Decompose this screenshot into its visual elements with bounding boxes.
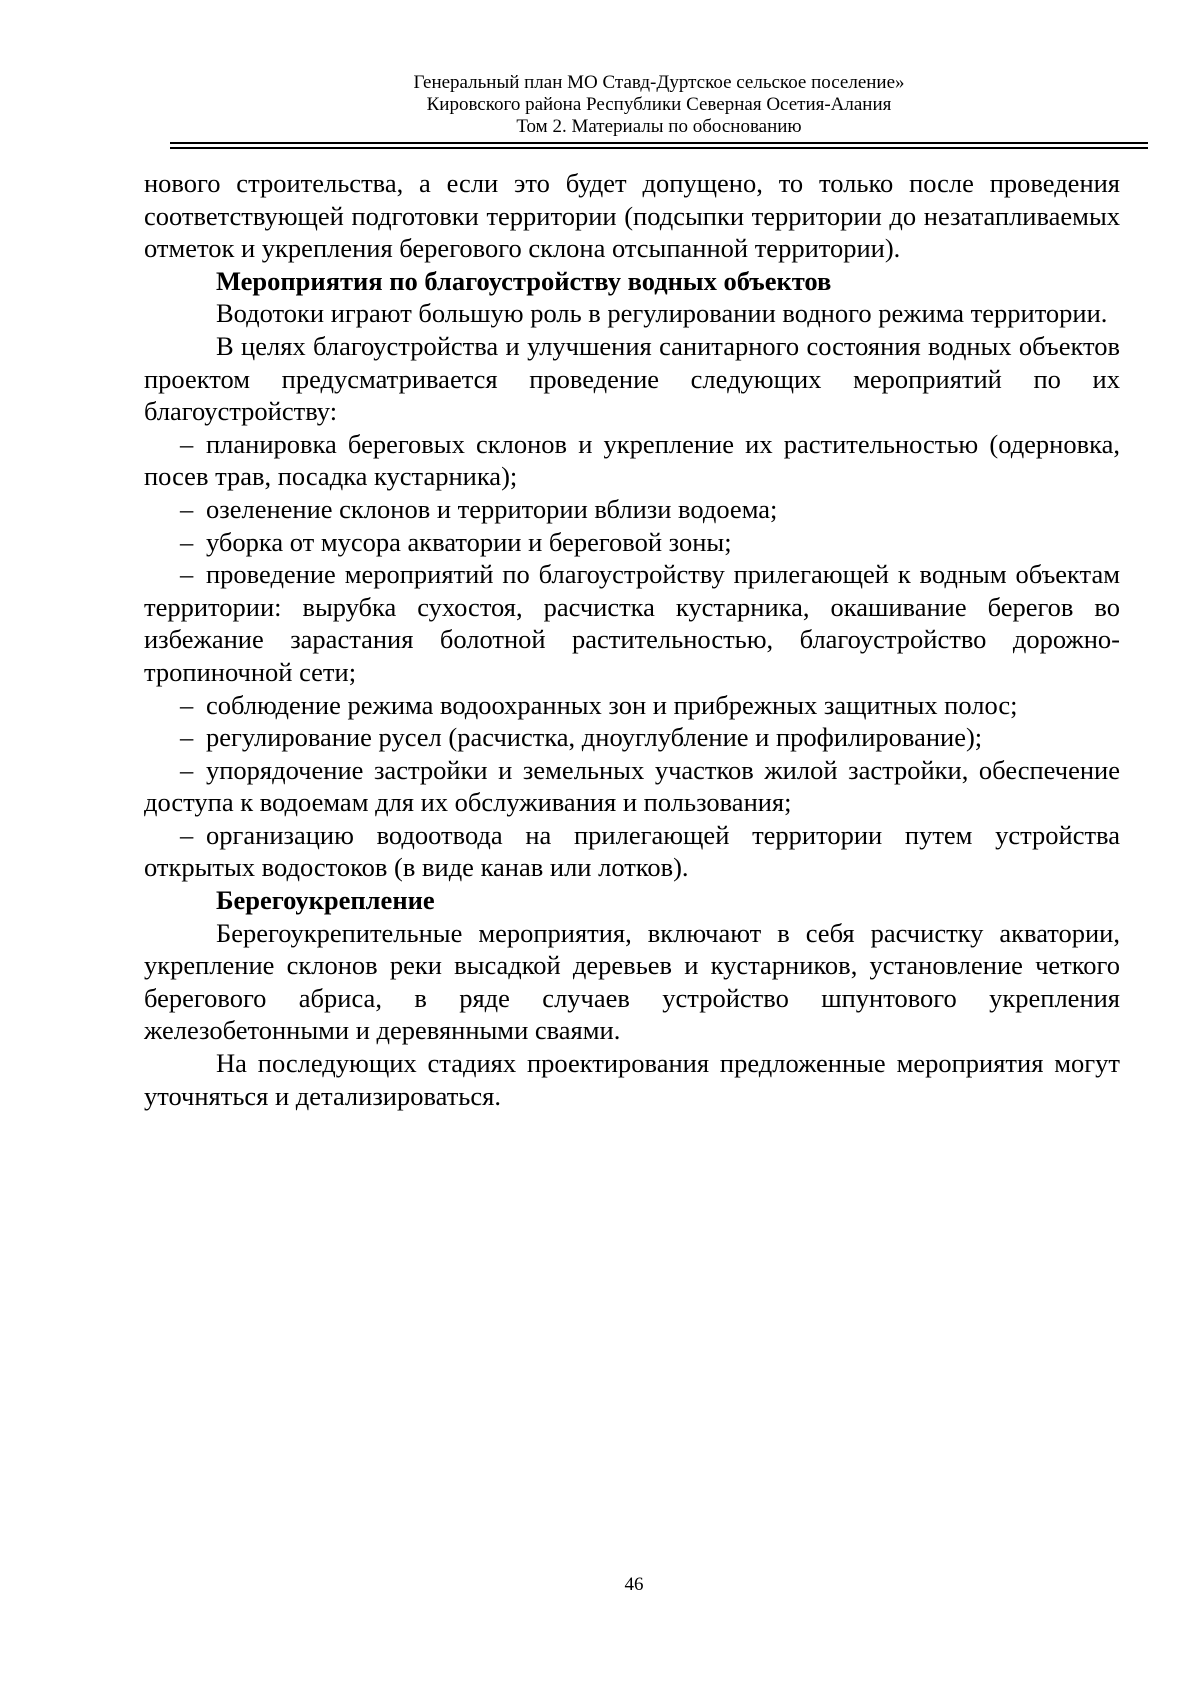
list-item [144, 428, 1120, 493]
running-header [170, 72, 1148, 138]
paragraph: Берегоукрепительные мероприятия, включают в себя расчистку акватории, укрепление склонов реки высадкой деревьев и кустарников, установление четкого берегового абриса, в ряде случаев устройство шпунтового укрепления железобетонными и деревянными сваями. [144, 917, 1120, 1046]
list-item [144, 819, 1120, 884]
list-dash: – [180, 526, 194, 557]
section-heading-bank-protection: Берегоукрепление [216, 885, 435, 916]
header-volume-line: Том 2. Материалы по обоснованию [516, 116, 802, 137]
paragraph: В целях благоустройства и улучшения санитарного состояния водных объектов проектом предусматривается проведение следующих мероприятий по их благоустройству: [144, 330, 1120, 427]
list-item-text: организацию водоотвода на прилегающей территории путем устройства открытых водостоков (в виде канав или лотков). [144, 819, 1120, 883]
header-region-line: Кировского района Республики Северная Осетия-Алания [426, 94, 892, 115]
list-dash: – [180, 493, 194, 524]
list-item [144, 689, 1120, 722]
list-dash: – [180, 819, 194, 850]
continuation-paragraph: нового строительства, а если это будет допущено, то только после проведения соответствующей подготовки территории (подсыпки территории до незатапливаемых отметок и укрепления берегового склона отсыпанной территории). [144, 168, 1120, 264]
header-title-line: Генеральный план МО Ставд-Дуртское сельское поселение» [413, 72, 905, 93]
page-number: 46 [624, 1574, 644, 1595]
list-item [144, 754, 1120, 819]
list-item [144, 493, 1120, 526]
paragraph: На последующих стадиях проектирования предложенные мероприятия могут уточняться и детализироваться. [144, 1048, 1120, 1111]
list-dash: – [180, 428, 194, 459]
list-item-text: соблюдение режима водоохранных зон и прибрежных защитных полос; [206, 689, 1018, 720]
header-rule-bottom [170, 147, 1148, 149]
list-item-text: проведение мероприятий по благоустройству прилегающей к водным объектам территории: вырубка сухостоя, расчистка кустарника, окашивание берегов во избежание зарастания болотной растительностью, благоустройство дорожно-тропиночной сети; [144, 559, 1120, 687]
list-item-text: регулирование русел (расчистка, дноуглубление и профилирование); [206, 722, 983, 753]
list-item-text: уборка от мусора акватории и береговой зоны; [206, 526, 732, 557]
list-dash: – [180, 559, 194, 590]
list-item-text: озеленение склонов и территории вблизи водоема; [206, 493, 778, 524]
list-dash: – [180, 754, 194, 785]
page-body [144, 167, 1120, 1112]
list-item [144, 721, 1120, 754]
list-item-text: упорядочение застройки и земельных участков жилой застройки, обеспечение доступа к водоемам для их обслуживания и пользования; [144, 754, 1120, 818]
list-dash: – [180, 722, 194, 753]
list-dash: – [180, 689, 194, 720]
list-item-text: планировка береговых склонов и укрепление их растительностью (одерновка, посев трав, посадка кустарника); [144, 428, 1120, 492]
section-heading-water-objects: Мероприятия по благоустройству водных объектов [216, 265, 832, 296]
list-item [144, 526, 1120, 559]
header-rule-top [170, 142, 1148, 144]
paragraph: Водотоки играют большую роль в регулировании водного режима территории. [216, 298, 1108, 329]
list-item [144, 558, 1120, 688]
